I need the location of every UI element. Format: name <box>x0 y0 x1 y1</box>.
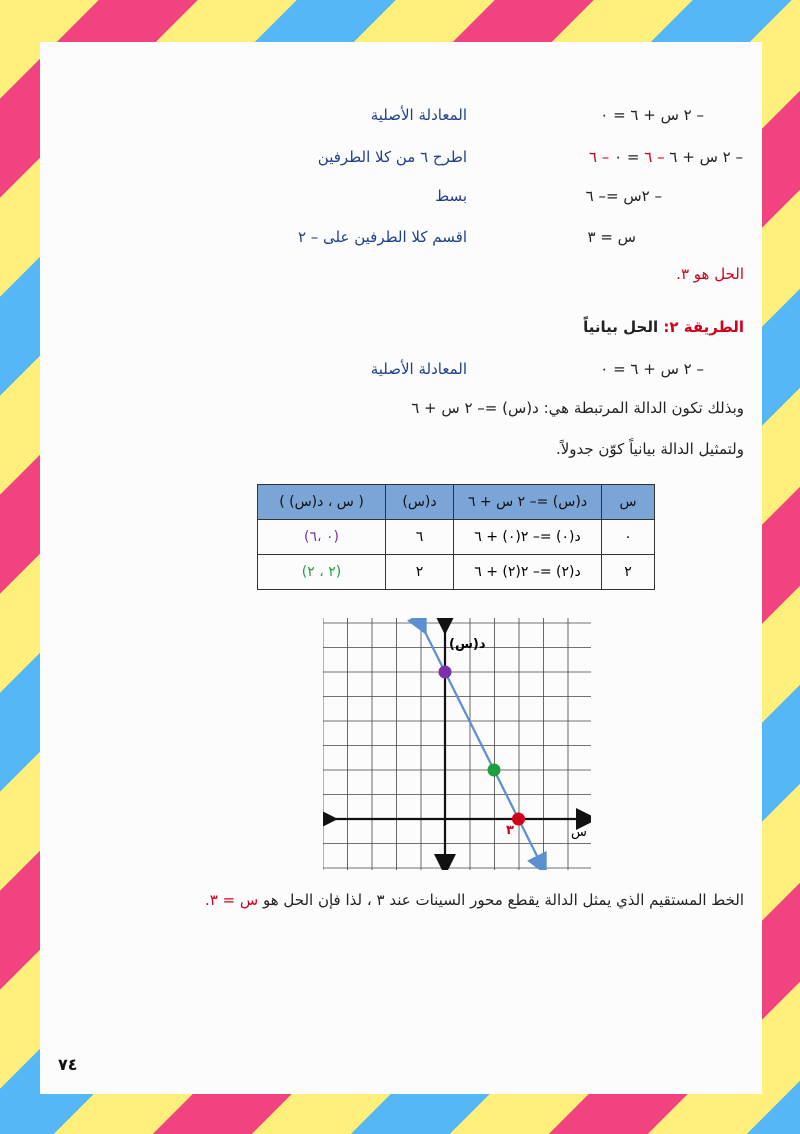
method2-title-prefix: الطريقة ٢: <box>663 318 744 336</box>
table-header: ( س ، د(س) ) <box>258 485 386 520</box>
page-number: ٧٤ <box>58 1055 78 1074</box>
table-cell: ٠ <box>602 520 655 555</box>
method2-step-equation: – ٢ س + ٦ = ٠ <box>600 360 704 378</box>
step1-note: المعادلة الأصلية <box>370 106 467 124</box>
y-axis-label: د(س) <box>449 637 486 652</box>
step4-note: اقسم كلا الطرفين على – ٢ <box>297 228 467 246</box>
conclusion-body: الخط المستقيم الذي يمثل الدالة يقطع محور السينات عند ٣ ، لذا فإن الحل هو <box>263 891 744 909</box>
method2-step-note: المعادلة الأصلية <box>370 360 467 378</box>
method1-solution: الحل هو ٣. <box>676 265 744 283</box>
step2-eq-mid: = ٠ <box>614 148 640 166</box>
table-cell: (٢ ، ٢) <box>258 555 386 590</box>
table-cell: ٢ <box>602 555 655 590</box>
table-cell: د(٠) =– ٢(٠) + ٦ <box>454 520 602 555</box>
graph-point <box>439 666 452 679</box>
conclusion-text <box>205 891 744 909</box>
table-cell: د(٢) =– ٢(٢) + ٦ <box>454 555 602 590</box>
table-header: د(س) =– ٢ س + ٦ <box>454 485 602 520</box>
method2-title <box>583 318 744 336</box>
make-table-text: ولتمثيل الدالة بيانياً كوّن جدولاً. <box>555 440 744 458</box>
method2-title-text: الحل بيانياً <box>583 318 659 336</box>
function-graph <box>323 618 591 870</box>
step1-equation: – ٢ س + ٦ = ٠ <box>600 106 704 124</box>
step3-equation: – ٢س =– ٦ <box>585 187 662 205</box>
graph-point <box>488 764 501 777</box>
table-header-row <box>258 485 655 520</box>
graph-point <box>512 813 525 826</box>
step2-note: اطرح ٦ من كلا الطرفين <box>317 148 467 166</box>
step3-note: بسط <box>435 187 467 205</box>
step2-eq-sub2: – ٦ <box>588 148 610 166</box>
step4-equation: س = ٣ <box>587 228 636 246</box>
grid <box>323 618 591 870</box>
page <box>40 42 762 1094</box>
table-header: د(س) <box>386 485 454 520</box>
x-intercept-label: ٣ <box>506 823 514 838</box>
step2-equation <box>589 148 743 166</box>
table-header: س <box>602 485 655 520</box>
function-table <box>257 484 655 590</box>
step2-eq-sub1: – ٦ <box>644 148 665 166</box>
table-row <box>258 555 655 590</box>
x-axis-label: س <box>571 825 587 840</box>
table-cell: ٢ <box>386 555 454 590</box>
conclusion-answer: س = ٣. <box>204 891 259 909</box>
step2-eq-left: – ٢ س + ٦ <box>669 148 743 166</box>
table-cell: ٦ <box>386 520 454 555</box>
table-row <box>258 520 655 555</box>
table-cell: (٠ ،٦) <box>258 520 386 555</box>
related-function-text: وبذلك تكون الدالة المرتبطة هي: د(س) =– ٢ س + ٦ <box>411 399 744 417</box>
